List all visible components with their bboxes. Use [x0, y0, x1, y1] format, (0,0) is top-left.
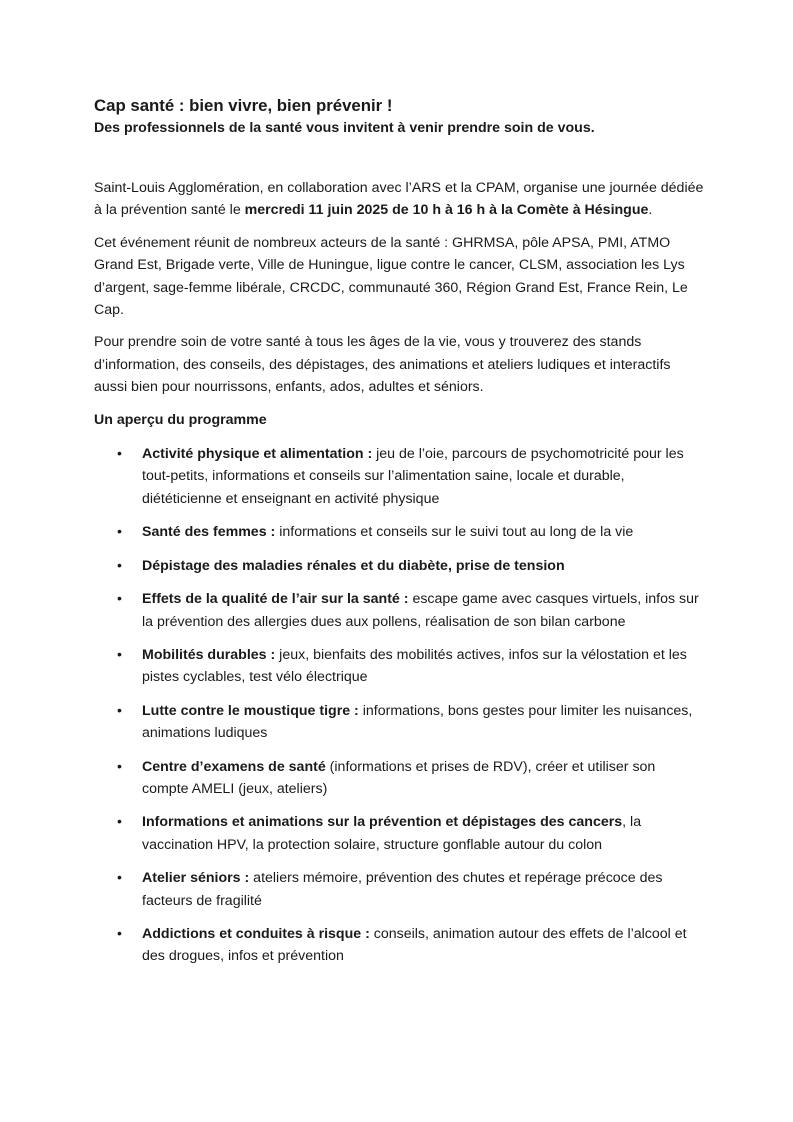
program-item-title: Dépistage des maladies rénales et du diabète, prise de tension	[142, 557, 565, 574]
audience-paragraph: Pour prendre soin de votre santé à tous les âges de la vie, vous y trouverez des stands d’information, des conseils, des dépistages, des animations et ateliers ludiques et interactifs aussi bien pour nourrissons, enfants, ados, adultes et séniors.	[94, 334, 671, 396]
program-item	[94, 521, 704, 543]
program-item	[94, 443, 704, 510]
bullet-icon: •	[117, 870, 122, 887]
program-item-title: Centre d’examens de santé	[142, 758, 326, 775]
intro-paragraph	[94, 177, 704, 222]
program-item-text: conseils, animation autour des effets de l’alcool et des drogues, infos et prévention	[142, 925, 687, 965]
bullet-icon: •	[117, 591, 122, 608]
bullet-icon: •	[117, 814, 122, 831]
program-item	[94, 588, 704, 633]
program-list	[94, 443, 704, 968]
program-item-text: escape game avec casques virtuels, infos sur la prévention des allergies dues aux pollens, réalisation de son bilan carbone	[142, 591, 699, 630]
program-item	[94, 700, 704, 745]
document-body	[94, 95, 704, 979]
program-item	[94, 811, 704, 856]
program-item-text: informations et conseils sur le suivi tout au long de la vie	[275, 524, 634, 541]
program-item-text: jeux, bienfaits des mobilités actives, infos sur la vélostation et les pistes cyclables, test vélo électrique	[142, 646, 687, 686]
document-subtitle: Des professionnels de la santé vous invitent à venir prendre soin de vous.	[94, 120, 595, 136]
bullet-icon: •	[117, 702, 122, 719]
bullet-icon: •	[117, 557, 122, 574]
program-item-text: jeu de l’oie, parcours de psychomotricité pour les tout-petits, informations et conseils sur l’alimentation saine, locale et durable, diététicienne et enseignant en activité physique	[142, 446, 684, 507]
program-item-text: (informations et prises de RDV), créer et utiliser son compte AMELI (jeux, ateliers)	[142, 758, 656, 797]
participants-paragraph: Cet événement réunit de nombreux acteurs de la santé : GHRMSA, pôle APSA, PMI, ATMO Grand Est, Brigade verte, Ville de Huningue, ligue contre le cancer, CLSM, association les Lys d’argent, sage-femme libérale, CRCDC, communauté 360, Région Grand Est, France Rein, Le Cap.	[94, 234, 688, 319]
bullet-icon: •	[117, 646, 122, 663]
bullet-icon: •	[117, 925, 122, 942]
program-item-text: informations, bons gestes pour limiter les nuisances, animations ludiques	[142, 702, 693, 742]
program-item-title: Santé des femmes :	[142, 524, 276, 541]
program-item-text: , la vaccination HPV, la protection solaire, structure gonflable autour du colon	[142, 814, 642, 853]
program-item	[94, 555, 704, 577]
program-item-title: Addictions et conduites à risque :	[142, 925, 370, 942]
program-item-title: Mobilités durables :	[142, 646, 276, 663]
bullet-icon: •	[117, 524, 122, 541]
program-item-title: Activité physique et alimentation :	[142, 446, 373, 463]
intro-text-1: Saint-Louis Agglomération, en collaboration avec l’ARS et la CPAM, organise une journée dédiée à la prévention santé le	[94, 180, 704, 219]
program-item	[94, 867, 704, 912]
program-item	[94, 756, 704, 801]
program-item-title: Effets de la qualité de l’air sur la santé :	[142, 591, 409, 608]
intro-text-2: .	[648, 202, 653, 219]
bullet-icon: •	[117, 446, 122, 463]
bullet-icon: •	[117, 758, 122, 775]
intro-date-location: mercredi 11 juin 2025 de 10 h à 16 h à la Comète à Hésingue	[244, 202, 649, 219]
program-item-title: Atelier séniors :	[142, 870, 250, 887]
program-item-text: ateliers mémoire, prévention des chutes et repérage précoce des facteurs de fragilité	[142, 870, 663, 909]
program-item-title: Lutte contre le moustique tigre :	[142, 702, 359, 719]
program-item	[94, 644, 704, 689]
program-item	[94, 923, 704, 968]
document-title: Cap santé : bien vivre, bien prévenir !	[94, 96, 393, 115]
program-heading: Un aperçu du programme	[94, 411, 267, 428]
program-item-title: Informations et animations sur la prévention et dépistages des cancers	[142, 814, 623, 831]
